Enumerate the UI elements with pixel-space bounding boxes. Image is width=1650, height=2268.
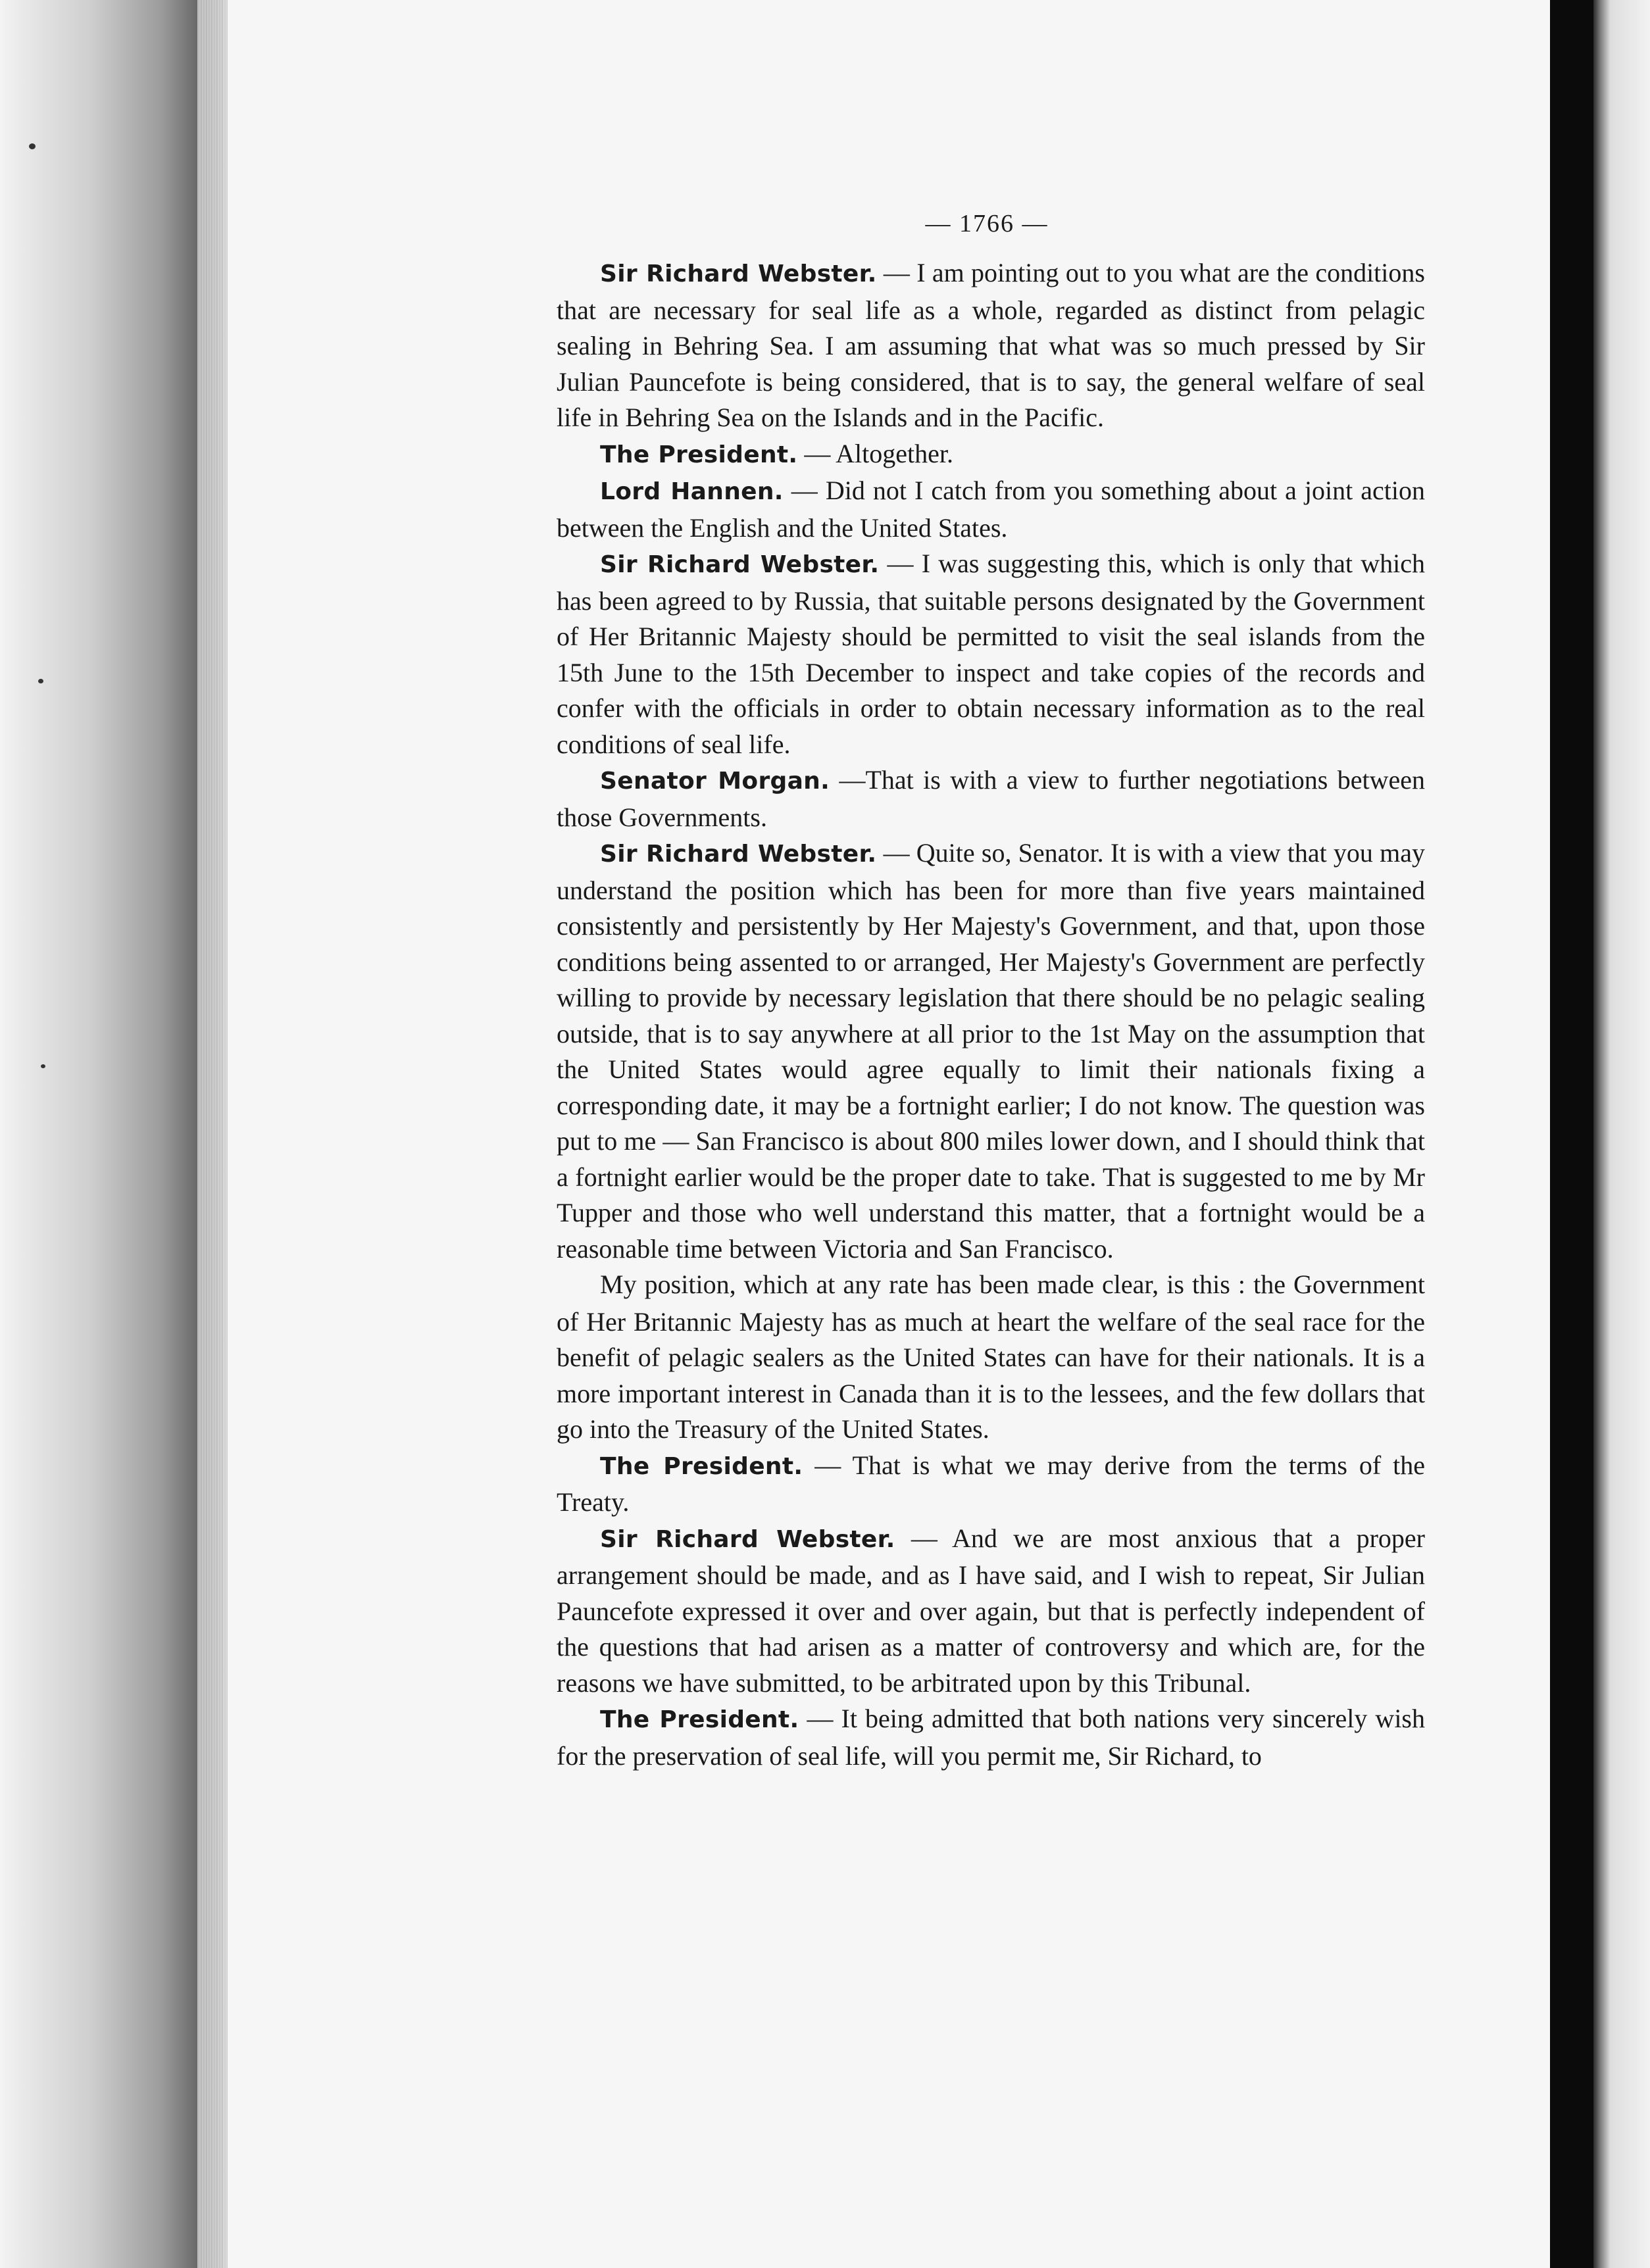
paragraph-text: My position, which at any rate has been made clear, is this : the Government of Her Britannic Majesty has as much at heart the welfare of the seal race for the benefit of pelagic sealers as the United States can have for their nationals. It is a more important interest in Canada than it is to the lessees, and the few dollars that go into the Treasury of the United States. [557, 1270, 1425, 1444]
speaker-name: Sir Richard Webster. [600, 260, 877, 287]
paragraph [557, 436, 1425, 474]
paragraph [557, 762, 1425, 835]
scan-left-shadow [0, 0, 224, 2268]
next-page-edge [1593, 0, 1650, 2268]
speaker-name: The President. [600, 1706, 799, 1733]
paragraph-text: — Did not I catch from you something about a joint action between the English and the United States. [557, 476, 1426, 543]
transcript-body [557, 255, 1425, 1774]
paragraph [557, 835, 1425, 1267]
paragraph-text: — I was suggesting this, which is only that which has been agreed to by Russia, that suitable persons designated by the Government of Her Britannic Majesty should be permitted to visit the seal islands from the 15th June to the 15th December to inspect and take copies of the records and confer with the officials in order to obtain necessary information as to the real conditions of seal life. [557, 549, 1425, 759]
paragraph-text: — And we are most anxious that a proper arrangement should be made, and as I have said, and I wish to repeat, Sir Julian Pauncefote expressed it over and over again, but that is perfectly independent of the questions that had arisen as a matter of controversy and which are, for the reasons we have submitted, to be arbitrated upon by this Tribunal. [557, 1523, 1425, 1698]
paragraph-text: — Quite so, Senator. It is with a view that you may understand the position which has been for more than five years maintained consistently and persistently by Her Majesty's Government, and that, upon those conditions being assented to or arranged, Her Majesty's Government are perfectly willing to provide by necessary legislation that there should be no pelagic sealing outside, that is to say anywhere at all prior to the 1st May on the assumption that the United States would agree equally to limit their nationals fixing a corresponding date, it may be a fortnight earlier; I do not know. The question was put to me — San Francisco is about 800 miles lower down, and I should think that a fortnight earlier would be the proper date to take. That is suggested to me by Mr Tupper and those who well understand this matter, that a fortnight would be a reasonable time between Victoria and San Francisco. [557, 838, 1425, 1264]
paragraph [557, 546, 1425, 762]
paragraph-text: — I am pointing out to you what are the conditions that are necessary for seal life as a whole, regarded as distinct from pelagic sealing in Behring Sea. I am assuming that what was so much pressed by Sir Julian Pauncefote is being considered, that is to say, the general welfare of seal life in Behring Sea on the Islands and in the Pacific. [557, 258, 1425, 432]
book-page-edges [197, 0, 228, 2268]
speaker-name: Sir Richard Webster. [600, 1525, 895, 1553]
paragraph-text: —That is with a view to further negotiations between those Governments. [557, 765, 1425, 832]
paragraph [557, 1701, 1425, 1774]
paragraph [557, 1448, 1425, 1521]
speaker-name: The President. [600, 1452, 803, 1480]
paragraph-text: — That is what we may derive from the terms of the Treaty. [557, 1450, 1426, 1517]
paragraph [557, 473, 1425, 546]
scan-speck [38, 679, 43, 683]
speaker-name: Sir Richard Webster. [600, 551, 880, 578]
paragraph-text: — It being admitted that both nations very sincerely wish for the preservation of seal life, will you permit me, Sir Richard, to [557, 1704, 1425, 1771]
paragraph [557, 1521, 1425, 1702]
speaker-name: Senator Morgan. [600, 768, 830, 795]
speaker-name: Sir Richard Webster. [600, 841, 877, 868]
scan-right-border [1550, 0, 1593, 2268]
speaker-name: Lord Hannen. [600, 478, 784, 505]
scan-speck [41, 1064, 45, 1068]
paragraph [557, 255, 1425, 436]
speaker-name: The President. [600, 441, 798, 468]
scan-speck [29, 143, 36, 149]
paragraph-text: — Altogether. [797, 438, 953, 468]
page-header: — 1766 — [925, 210, 1049, 237]
paragraph [557, 1267, 1425, 1448]
